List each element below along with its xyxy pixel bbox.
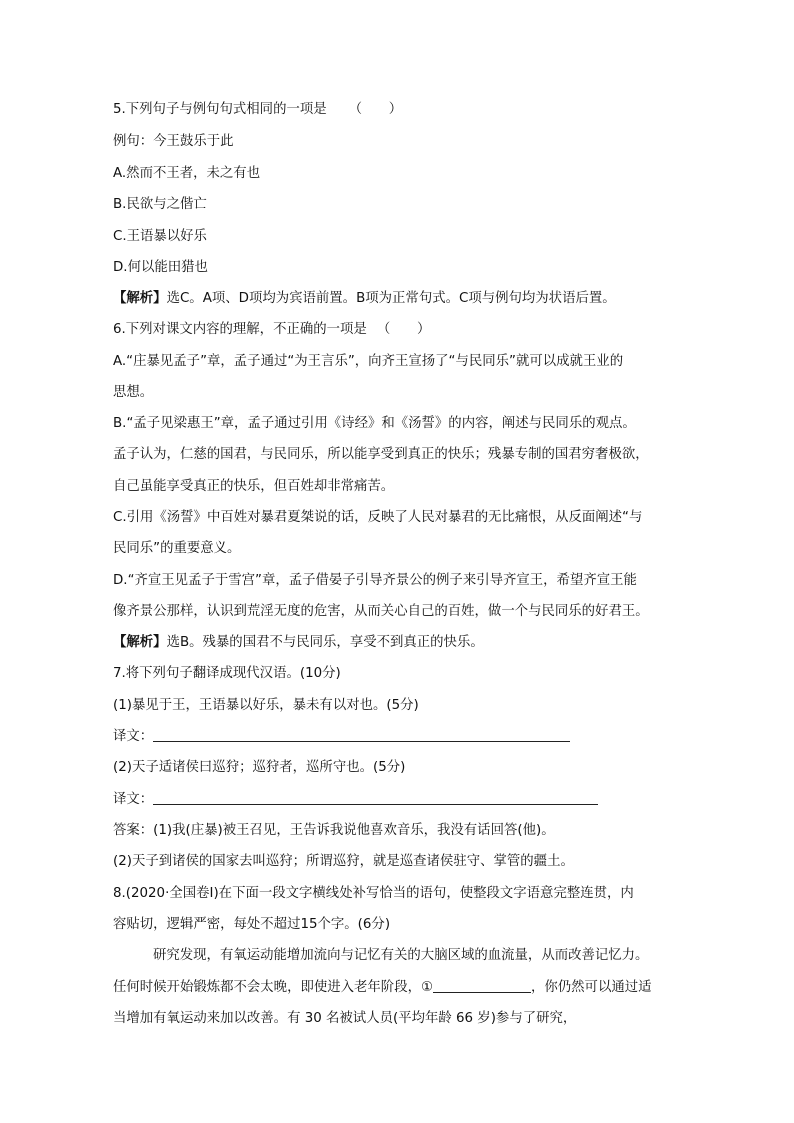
q7-sentence-2: (2)天子适诸侯曰巡狩；巡狩者，巡所守也。(5分) bbox=[113, 760, 406, 775]
q6-line: 孟子认为，仁慈的国君，与民同乐，所以能享受到真正的快乐；残暴专制的国君穷奢极欲， bbox=[113, 447, 649, 462]
q6-line: A.“庄暴见孟子”章，孟子通过“为王言乐”，向齐王宣扬了“与民同乐”就可以成就王业的 bbox=[113, 354, 624, 369]
q7-answer-1: 答案：(1)我(庄暴)被王召见，王告诉我说他喜欢音乐，我没有话回答(他)。 bbox=[113, 823, 555, 838]
q6-analysis: 【解析】选B。残暴的国君不与民同乐，享受不到真正的快乐。 bbox=[113, 635, 484, 650]
q6-line: C.引用《汤誓》中百姓对暴君夏桀说的话，反映了人民对暴君的无比痛恨，从反面阐述“与 bbox=[113, 510, 643, 525]
q5-stem: 5.下列句子与例句句式相同的一项是 （ ） bbox=[113, 102, 403, 117]
q6-line: B.“孟子见梁惠王”章，孟子通过引用《诗经》和《汤誓》的内容，阐述与民同乐的观点。 bbox=[113, 416, 636, 431]
q6-line: 自己虽能享受真正的快乐，但百姓却非常痛苦。 bbox=[113, 479, 395, 494]
q6-stem: 6.下列对课文内容的理解，不正确的一项是 （ ） bbox=[113, 322, 431, 337]
translation-blank-2[interactable] bbox=[153, 790, 598, 805]
q7-answer-2: (2)天子到诸侯的国家去叫巡狩；所谓巡狩，就是巡查诸侯驻守、掌管的疆土。 bbox=[113, 854, 574, 869]
q6-line: 思想。 bbox=[113, 385, 154, 400]
q8-stem-2: 容贴切，逻辑严密，每处不超过15个字。(6分) bbox=[113, 917, 391, 932]
q5-option-d: D.何以能田猎也 bbox=[113, 260, 208, 275]
q6-line: 像齐景公那样，认识到荒淫无度的危害，从而关心自己的百姓，做一个与民同乐的好君王。 bbox=[113, 604, 649, 619]
q6-line: D.“齐宣王见孟子于雪宫”章，孟子借晏子引导齐景公的例子来引导齐宣王，希望齐宣王能 bbox=[113, 573, 637, 588]
q5-example: 例句：今王鼓乐于此 bbox=[113, 134, 234, 149]
q8-passage-3: 当增加有氧运动来加以改善。有 30 名被试人员(平均年龄 66 岁)参与了研究， bbox=[113, 1011, 577, 1026]
fill-blank-1[interactable] bbox=[433, 978, 531, 993]
analysis-tag: 【解析】 bbox=[113, 291, 167, 306]
analysis-tag: 【解析】 bbox=[113, 635, 167, 650]
q7-stem: 7.将下列句子翻译成现代汉语。(10分) bbox=[113, 666, 341, 681]
q5-option-b: B.民欲与之偕亡 bbox=[113, 197, 207, 212]
q6-line: 民同乐”的重要意义。 bbox=[113, 541, 241, 556]
q8-passage-1: 研究发现，有氧运动能增加流向与记忆有关的大脑区域的血流量，从而改善记忆力。 bbox=[153, 948, 649, 963]
translation-blank-1[interactable] bbox=[153, 727, 570, 742]
q5-analysis: 【解析】选C。A项、D项均为宾语前置。B项为正常句式。C项与例句均为状语后置。 bbox=[113, 291, 616, 306]
q7-translation-2: 译文： bbox=[113, 790, 598, 810]
q7-translation-1: 译文： bbox=[113, 727, 570, 747]
q5-option-c: C.王语暴以好乐 bbox=[113, 229, 207, 244]
q7-sentence-1: (1)暴见于王，王语暴以好乐，暴未有以对也。(5分) bbox=[113, 698, 419, 713]
q8-passage-2: 任何时候开始锻炼都不会太晚，即使进入老年阶段，① ，你仍然可以通过适 bbox=[113, 980, 652, 995]
q8-stem-1: 8.(2020·全国卷Ⅰ)在下面一段文字横线处补写恰当的语句，使整段文字语意完整连贯，内 bbox=[113, 886, 634, 901]
q5-option-a: A.然而不王者，未之有也 bbox=[113, 166, 261, 181]
